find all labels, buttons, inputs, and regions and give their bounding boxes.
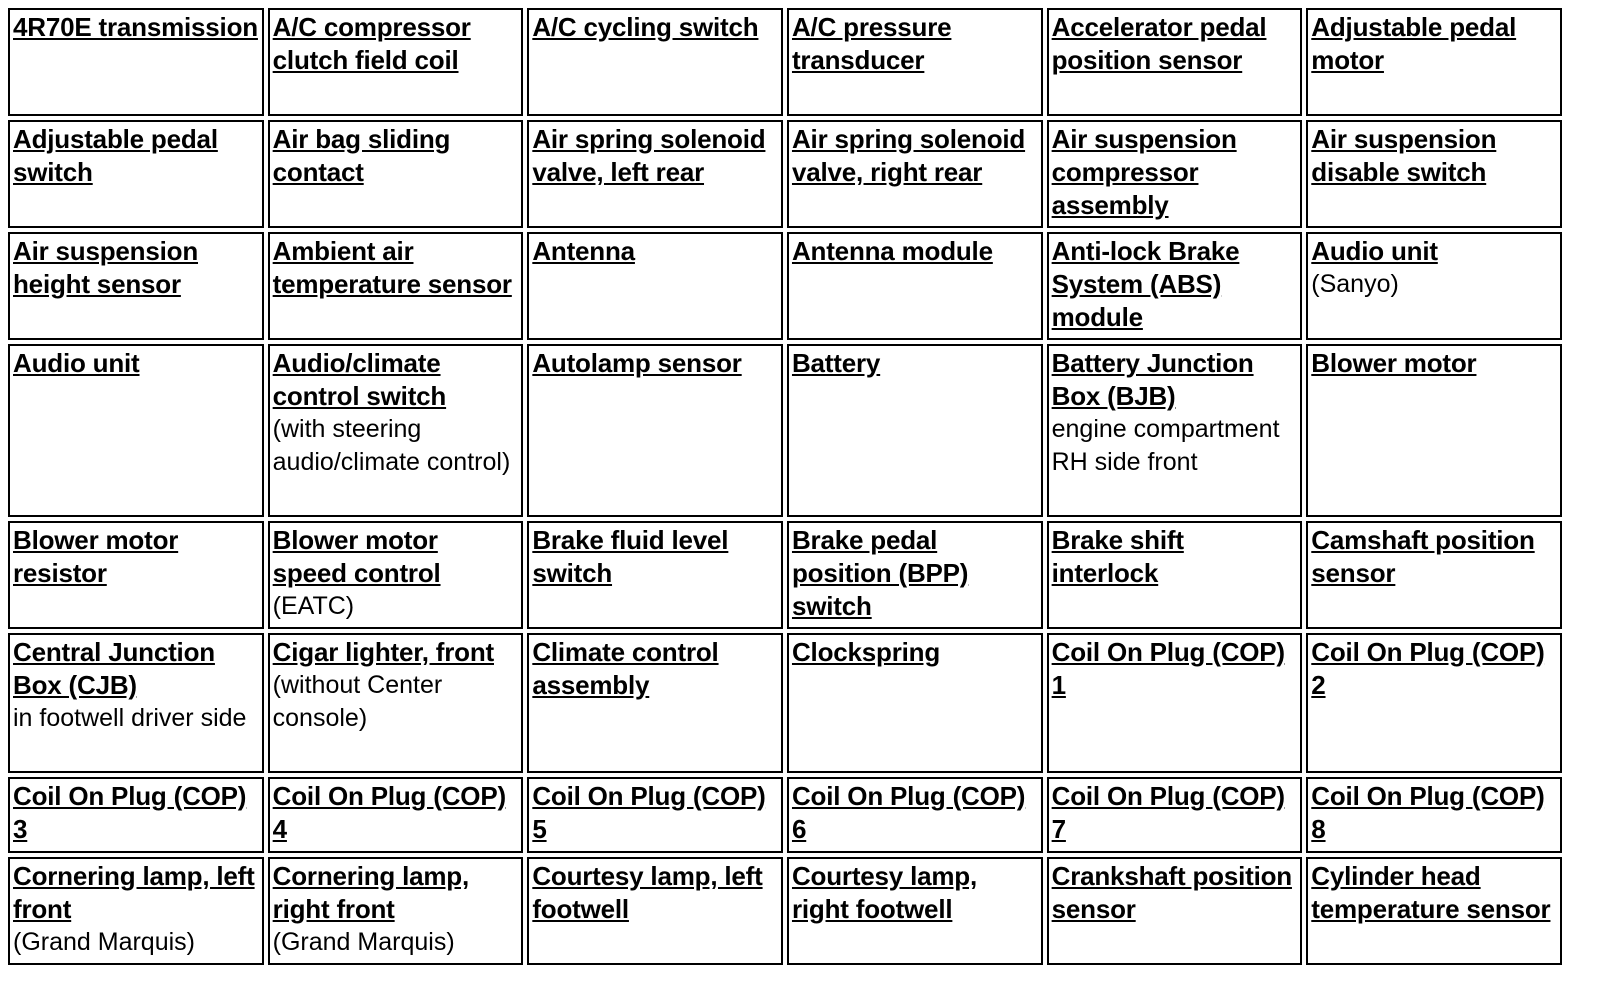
component-cell	[1047, 777, 1303, 853]
component-link[interactable]: Air spring solenoid valve, right rear	[791, 124, 1026, 187]
component-link[interactable]: Cylinder head temperature sensor	[1311, 861, 1551, 924]
component-cell	[787, 8, 1043, 116]
component-link[interactable]: Brake pedal position (BPP) switch	[791, 525, 969, 621]
component-cell	[268, 633, 524, 773]
component-cell	[1047, 8, 1303, 116]
component-link[interactable]: Coil On Plug (COP) 4	[272, 781, 506, 844]
component-link[interactable]: Central Junction Box (CJB)	[13, 637, 215, 700]
component-link[interactable]: Coil On Plug (COP) 5	[532, 781, 766, 844]
component-link[interactable]: Antenna	[532, 236, 635, 266]
component-link[interactable]: Battery Junction Box (BJB)	[1051, 348, 1254, 411]
component-cell	[8, 120, 264, 228]
component-link[interactable]: Blower motor	[1311, 348, 1477, 378]
component-cell	[787, 120, 1043, 228]
component-cell	[1047, 344, 1303, 517]
component-note: (Grand Marquis)	[272, 928, 455, 956]
component-link[interactable]: Coil On Plug (COP) 3	[13, 781, 247, 844]
component-link[interactable]: Courtesy lamp, right footwell	[791, 861, 977, 924]
component-cell	[8, 857, 264, 965]
component-cell	[527, 232, 783, 340]
component-cell	[787, 777, 1043, 853]
table-row	[8, 232, 1562, 340]
component-cell	[8, 232, 264, 340]
component-cell	[268, 344, 524, 517]
component-cell	[8, 8, 264, 116]
table-row	[8, 8, 1562, 116]
component-link[interactable]: Air spring solenoid valve, left rear	[532, 124, 766, 187]
component-cell	[268, 857, 524, 965]
component-link[interactable]: Climate control assembly	[532, 637, 719, 700]
component-cell	[1306, 857, 1562, 965]
component-cell	[527, 521, 783, 629]
component-cell	[787, 344, 1043, 517]
component-note: (without Center console)	[272, 671, 443, 732]
component-link[interactable]: Audio unit	[13, 348, 140, 378]
component-cell	[268, 777, 524, 853]
table-row	[8, 120, 1562, 228]
component-note: (with steering audio/climate control)	[272, 415, 511, 476]
component-cell	[527, 120, 783, 228]
component-link[interactable]: Air suspension disable switch	[1311, 124, 1497, 187]
component-cell	[8, 521, 264, 629]
component-cell	[1306, 521, 1562, 629]
component-note: (Sanyo)	[1311, 270, 1399, 298]
component-cell	[787, 521, 1043, 629]
component-note: (Grand Marquis)	[13, 928, 195, 956]
component-note: in footwell driver side	[13, 704, 247, 732]
component-index-table	[4, 4, 1566, 969]
component-link[interactable]: Air suspension compressor assembly	[1051, 124, 1237, 220]
table-row	[8, 857, 1562, 965]
table-row	[8, 777, 1562, 853]
component-cell	[8, 777, 264, 853]
table-row	[8, 633, 1562, 773]
component-link[interactable]: Coil On Plug (COP) 7	[1051, 781, 1285, 844]
component-link[interactable]: Camshaft position sensor	[1311, 525, 1535, 588]
component-link[interactable]: Cornering lamp, left front	[13, 861, 255, 924]
component-cell	[787, 633, 1043, 773]
table-row	[8, 521, 1562, 629]
component-cell	[527, 344, 783, 517]
component-cell	[527, 777, 783, 853]
component-cell	[1306, 633, 1562, 773]
component-link[interactable]: Antenna module	[791, 236, 993, 266]
component-link[interactable]: Battery	[791, 348, 881, 378]
component-cell	[1306, 8, 1562, 116]
component-link[interactable]: Blower motor resistor	[13, 525, 179, 588]
component-link[interactable]: Cornering lamp, right front	[272, 861, 470, 924]
component-cell	[527, 857, 783, 965]
component-note: (EATC)	[272, 592, 355, 620]
component-link[interactable]: Coil On Plug (COP) 1	[1051, 637, 1285, 700]
component-cell	[1047, 120, 1303, 228]
component-cell	[1306, 232, 1562, 340]
component-link[interactable]: Air suspension height sensor	[13, 236, 199, 299]
component-link[interactable]: Audio/climate control switch	[272, 348, 447, 411]
component-cell	[1306, 777, 1562, 853]
component-link[interactable]: Coil On Plug (COP) 6	[791, 781, 1026, 844]
component-link[interactable]: Adjustable pedal switch	[13, 124, 218, 187]
component-link[interactable]: Brake fluid level switch	[532, 525, 729, 588]
component-link[interactable]: 4R70E transmission	[13, 12, 258, 42]
component-link[interactable]: Cigar lighter, front	[272, 637, 494, 667]
component-link[interactable]: Clockspring	[791, 637, 941, 667]
component-link[interactable]: A/C pressure transducer	[791, 12, 952, 75]
component-cell	[1306, 344, 1562, 517]
component-link[interactable]: Coil On Plug (COP) 2	[1311, 637, 1545, 700]
component-cell	[1047, 232, 1303, 340]
component-link[interactable]: Anti-lock Brake System (ABS) module	[1051, 236, 1240, 332]
component-link[interactable]: Audio unit	[1311, 236, 1438, 266]
component-cell	[1047, 633, 1303, 773]
component-cell	[787, 232, 1043, 340]
component-link[interactable]: Coil On Plug (COP) 8	[1311, 781, 1545, 844]
component-link[interactable]: Autolamp sensor	[532, 348, 742, 378]
component-cell	[8, 344, 264, 517]
component-cell	[268, 232, 524, 340]
component-link[interactable]: Accelerator pedal position sensor	[1051, 12, 1267, 75]
component-cell	[268, 8, 524, 116]
component-cell	[1306, 120, 1562, 228]
component-cell	[268, 120, 524, 228]
component-cell	[8, 633, 264, 773]
component-cell	[527, 8, 783, 116]
component-cell	[787, 857, 1043, 965]
component-link[interactable]: Ambient air temperature sensor	[272, 236, 512, 299]
component-index-body	[8, 8, 1562, 965]
component-link[interactable]: A/C cycling switch	[532, 12, 759, 42]
component-link[interactable]: Blower motor speed control	[272, 525, 441, 588]
component-cell	[268, 521, 524, 629]
component-link[interactable]: Adjustable pedal motor	[1311, 12, 1517, 75]
component-link[interactable]: A/C compressor clutch field coil	[272, 12, 471, 75]
table-row	[8, 344, 1562, 517]
component-link[interactable]: Air bag sliding contact	[272, 124, 451, 187]
component-note: engine compartment RH side front	[1051, 415, 1280, 476]
component-cell	[527, 633, 783, 773]
component-link[interactable]: Brake shift interlock	[1051, 525, 1184, 588]
component-cell	[1047, 857, 1303, 965]
component-link[interactable]: Crankshaft position sensor	[1051, 861, 1292, 924]
component-link[interactable]: Courtesy lamp, left footwell	[532, 861, 763, 924]
component-cell	[1047, 521, 1303, 629]
